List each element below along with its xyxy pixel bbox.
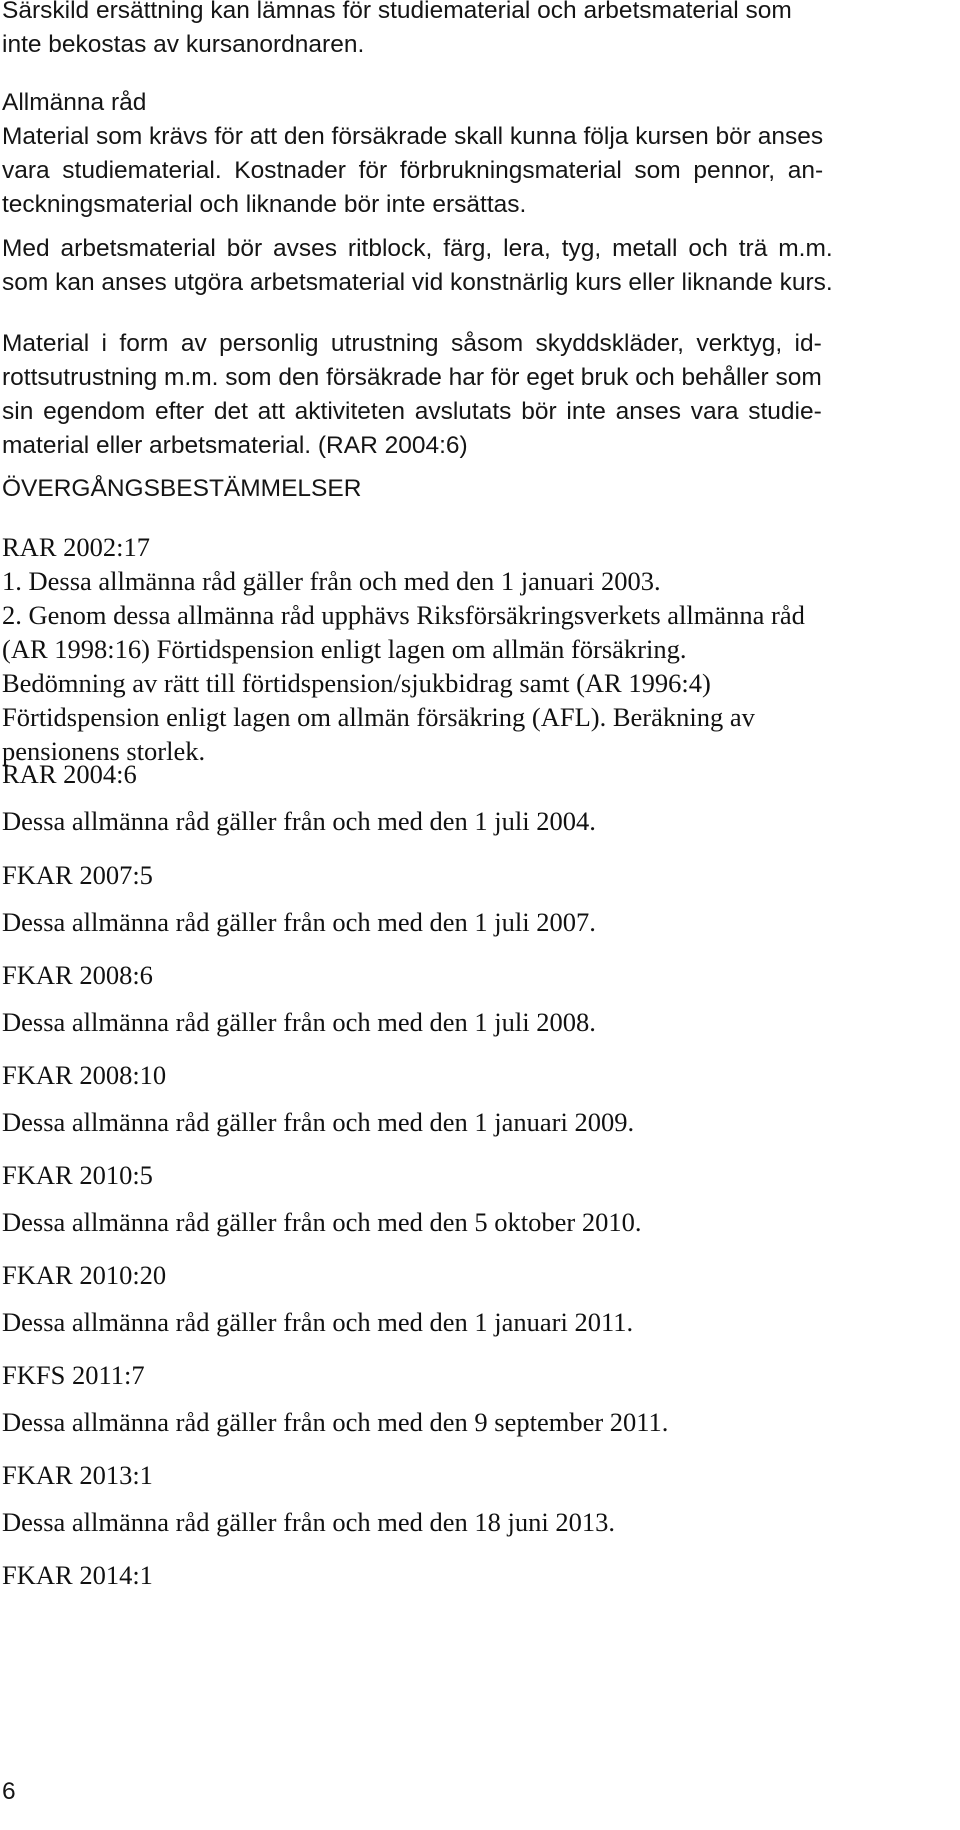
regulation-entry bbox=[2, 858, 596, 939]
regulation-code: FKAR 2007:5 bbox=[2, 860, 153, 890]
paragraph-line: teckningsmaterial och liknande bör inte ersättas. bbox=[2, 191, 527, 218]
regulation-entry bbox=[2, 1058, 634, 1139]
paragraph-line: Material som krävs för att den försäkrade skall kunna följa kursen bör anses bbox=[2, 123, 824, 150]
allmanna-rad-heading: Allmänna råd bbox=[2, 89, 147, 116]
regulation-entry bbox=[2, 1558, 153, 1605]
regulation-entry bbox=[2, 757, 596, 838]
paragraph-line: Material i form av personlig utrustning såsom skyddskläder, verktyg, id- bbox=[2, 330, 822, 357]
regulation-code: RAR 2004:6 bbox=[2, 759, 137, 789]
regulation-entry bbox=[2, 1358, 668, 1439]
section-heading: ÖVERGÅNGSBESTÄMMELSER bbox=[2, 475, 362, 502]
regulation-code: FKAR 2010:20 bbox=[2, 1260, 167, 1290]
regulation-effective-text: Dessa allmänna råd gäller från och med den 1 januari 2011. bbox=[2, 1307, 634, 1337]
regulation-code: FKAR 2010:5 bbox=[2, 1160, 153, 1190]
regulation-effective-text: Dessa allmänna råd gäller från och med den 9 september 2011. bbox=[2, 1407, 669, 1437]
regulation-code: FKFS 2011:7 bbox=[2, 1360, 145, 1390]
regulation-effective-text: Dessa allmänna råd gäller från och med den 1 juli 2004. bbox=[2, 806, 596, 836]
paragraph-line: 1. Dessa allmänna råd gäller från och med den 1 januari 2003. bbox=[2, 566, 661, 596]
allmanna-rad-section bbox=[2, 86, 823, 222]
regulation-entry bbox=[2, 1458, 615, 1539]
regulation-code: FKAR 2014:1 bbox=[2, 1560, 153, 1590]
paragraph-line: inte bekostas av kursanordnaren. bbox=[2, 31, 365, 58]
regulation-code: FKAR 2008:10 bbox=[2, 1060, 167, 1090]
regulation-entry bbox=[2, 958, 596, 1039]
regulation-entry bbox=[2, 1158, 641, 1239]
paragraph-line: rottsutrustning m.m. som den försäkrade har för eget bruk och behåller som bbox=[2, 364, 822, 391]
regulation-effective-text: Dessa allmänna råd gäller från och med den 1 juli 2007. bbox=[2, 907, 596, 937]
paragraph-line: Bedömning av rätt till förtidspension/sjukbidrag samt (AR 1996:4) bbox=[2, 668, 711, 698]
paragraph-line: Särskild ersättning kan lämnas för studiematerial och arbetsmaterial som bbox=[2, 0, 792, 24]
regulation-effective-text: Dessa allmänna råd gäller från och med den 18 juni 2013. bbox=[2, 1507, 615, 1537]
intro-paragraph bbox=[2, 0, 792, 62]
regulation-effective-text: Dessa allmänna råd gäller från och med den 1 juli 2008. bbox=[2, 1007, 596, 1037]
paragraph-line: material eller arbetsmaterial. (RAR 2004:6) bbox=[2, 432, 468, 459]
paragraph-line: (AR 1998:16) Förtidspension enligt lagen om allmän försäkring. bbox=[2, 634, 687, 664]
paragraph-line: pensionens storlek. bbox=[2, 736, 206, 766]
paragraph-line: som kan anses utgöra arbetsmaterial vid konstnärlig kurs eller liknande kurs. bbox=[2, 269, 833, 296]
paragraph-line: sin egendom efter det att aktiviteten avslutats bör inte anses vara studie- bbox=[2, 398, 822, 425]
page-number: 6 bbox=[2, 1778, 16, 1805]
rar-2002-section bbox=[2, 530, 805, 768]
regulation-code: RAR 2002:17 bbox=[2, 532, 150, 562]
regulation-code: FKAR 2013:1 bbox=[2, 1460, 153, 1490]
paragraph-line: vara studiematerial. Kostnader för förbrukningsmaterial som pennor, an- bbox=[2, 157, 824, 184]
overgangsbestammelser-section bbox=[2, 472, 361, 506]
paragraph-line: Med arbetsmaterial bör avses ritblock, färg, lera, tyg, metall och trä m.m. bbox=[2, 235, 833, 262]
arbetsmaterial-paragraph bbox=[2, 232, 833, 300]
regulation-effective-text: Dessa allmänna råd gäller från och med den 1 januari 2009. bbox=[2, 1107, 635, 1137]
regulation-code: FKAR 2008:6 bbox=[2, 960, 153, 990]
utrustning-paragraph bbox=[2, 327, 822, 463]
paragraph-line: Förtidspension enligt lagen om allmän försäkring (AFL). Beräkning av bbox=[2, 702, 755, 732]
paragraph-line: 2. Genom dessa allmänna råd upphävs Riksförsäkringsverkets allmänna råd bbox=[2, 600, 805, 630]
regulation-effective-text: Dessa allmänna råd gäller från och med den 5 oktober 2010. bbox=[2, 1207, 642, 1237]
regulation-entry bbox=[2, 1258, 633, 1339]
